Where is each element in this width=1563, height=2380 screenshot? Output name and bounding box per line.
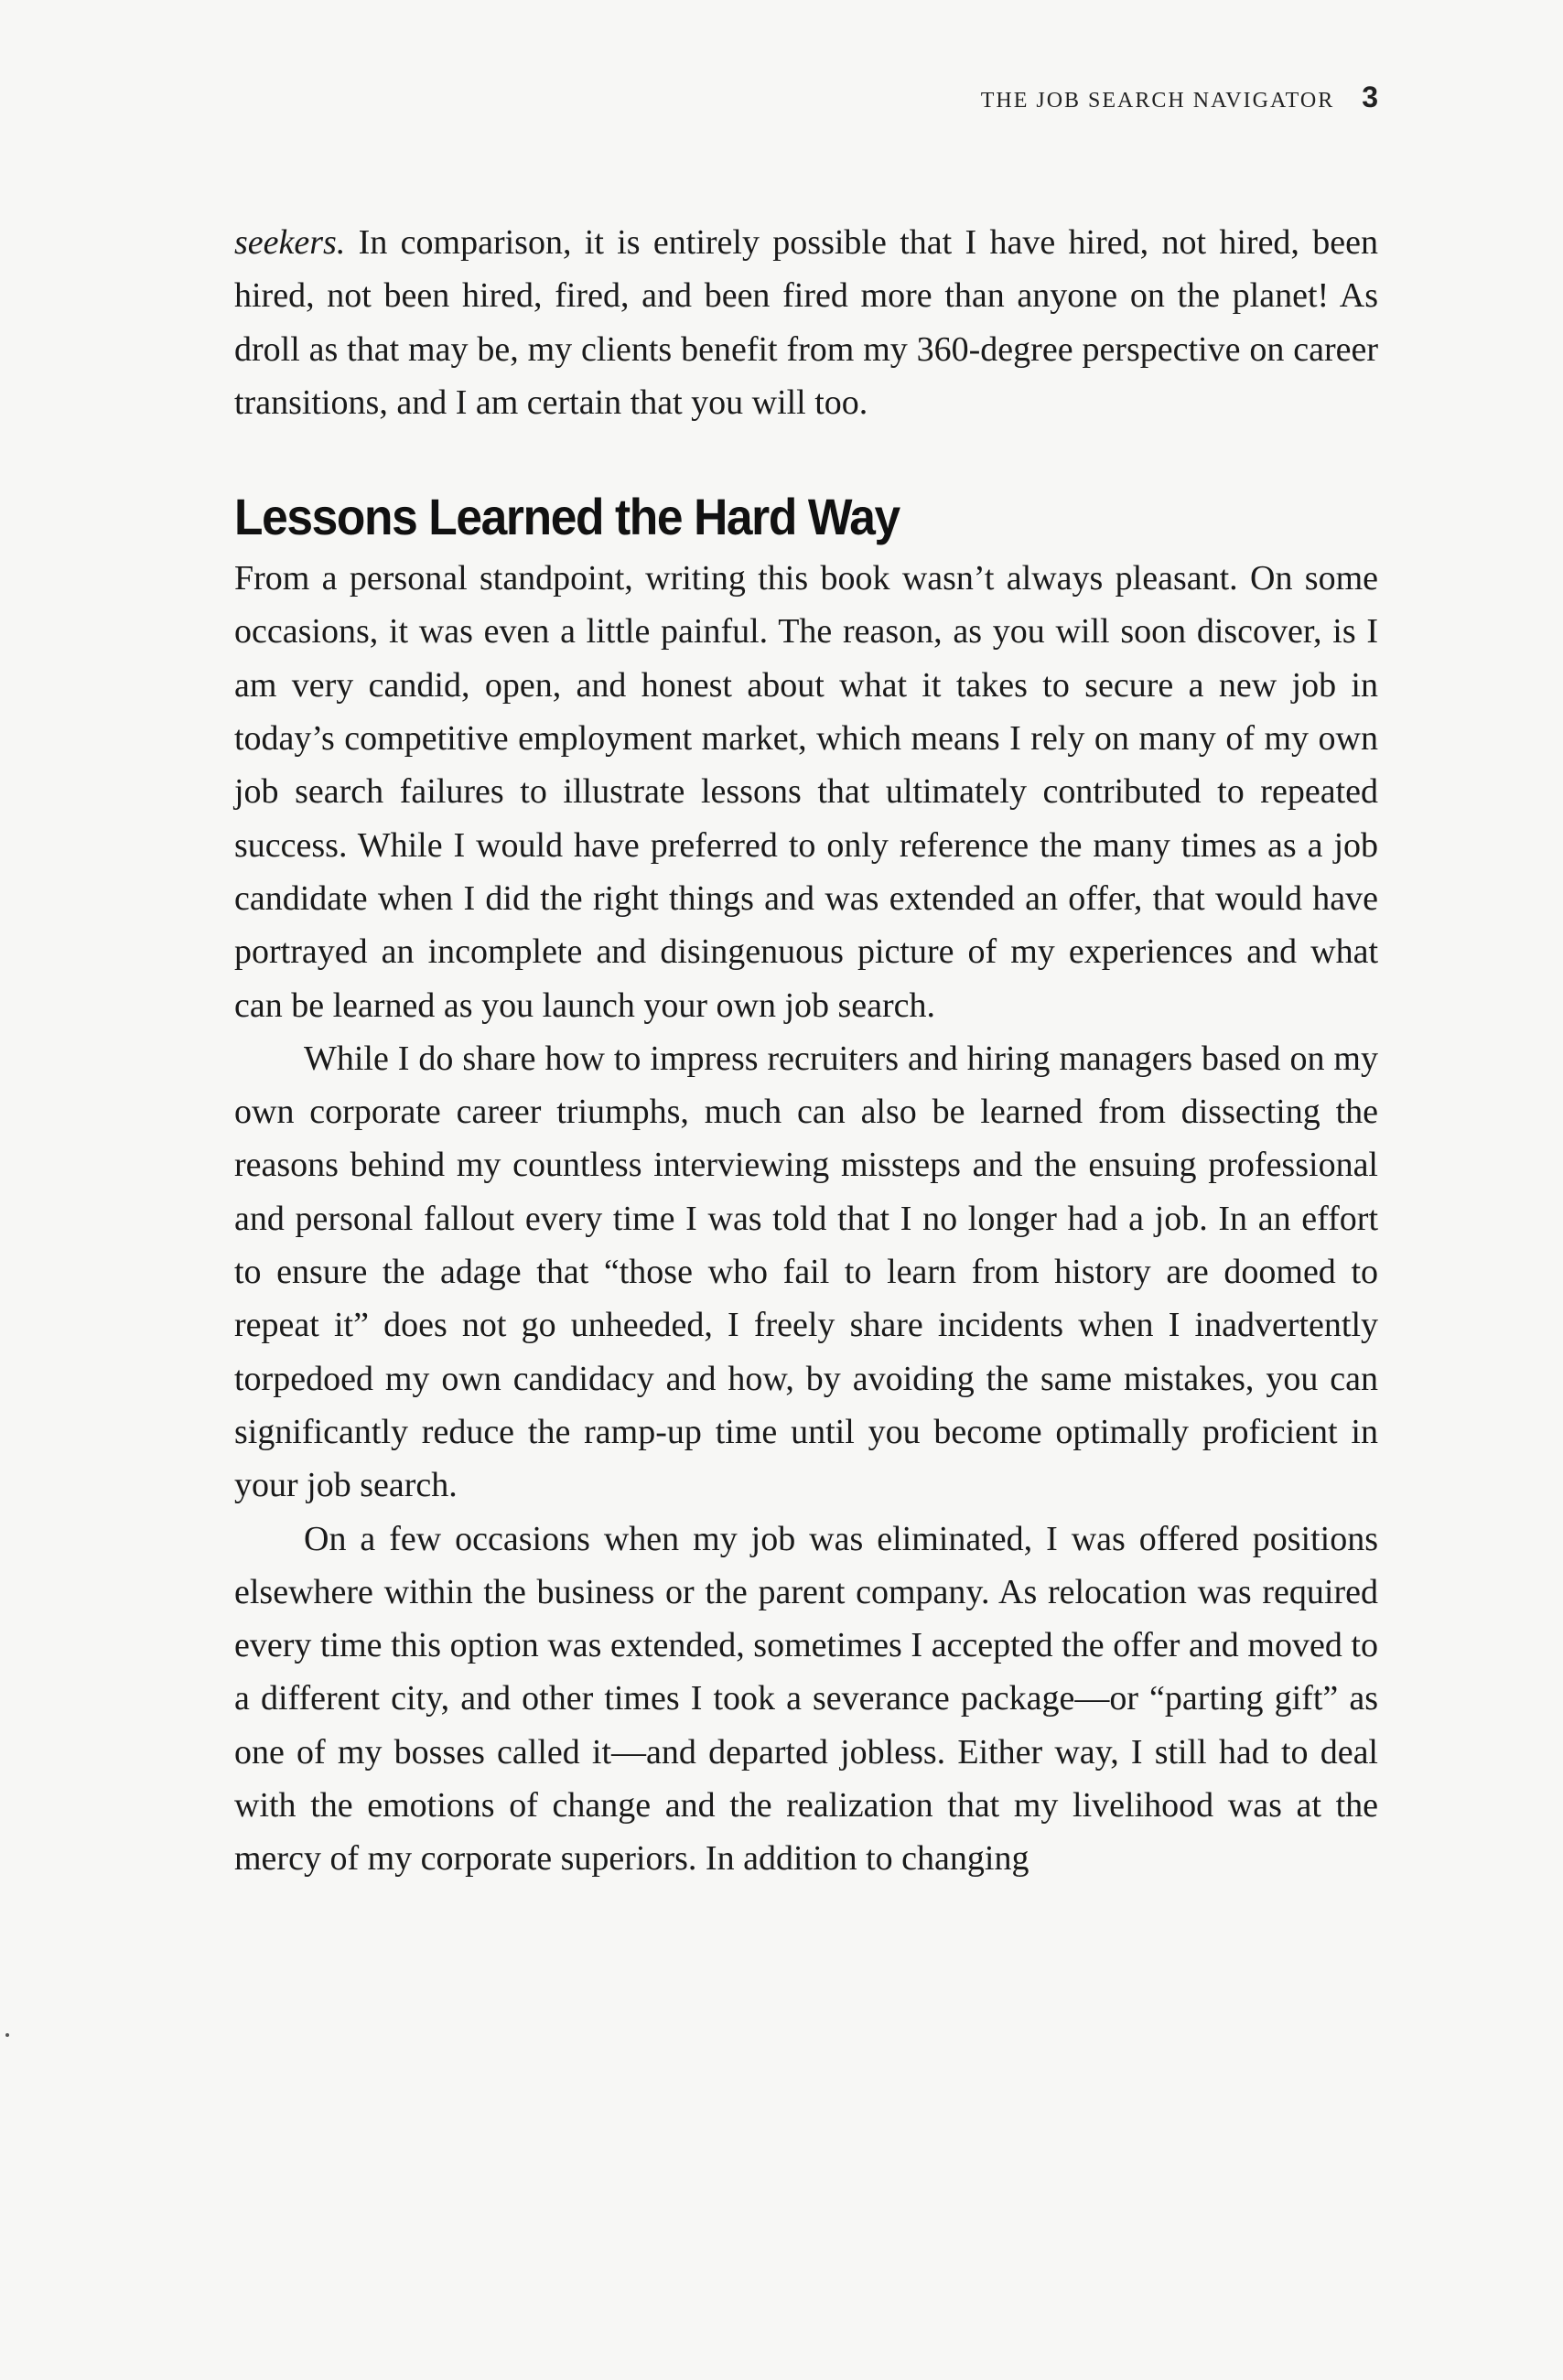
intro-paragraph <box>234 216 1378 429</box>
scan-speck <box>5 2033 9 2037</box>
running-title: THE JOB SEARCH NAVIGATOR <box>980 89 1335 113</box>
intro-lead-word: seekers. <box>234 223 346 262</box>
body-paragraph-2: While I do share how to impress recruiters and hiring managers based on my own corporate career triumphs, much can also be learned from dissecting the reasons behind my countless interviewing missteps and the ensuing professional and personal fallout every time I was told that I no longer had a job. In an effort to ensure the adage that “those who fail to learn from history are doomed to repeat it” does not go unheeded, I freely share incidents when I inadvertently torpedoed my own candidacy and how, by avoiding the same mistakes, you can significantly reduce the ramp-up time until you become optimally proficient in your job search. <box>234 1039 1378 1505</box>
body-paragraph-1: From a personal standpoint, writing this book wasn’t always pleasant. On some occasions, it was even a little painful. The reason, as you will soon discover, is I am very candid, open, and honest about what it takes to secure a new job in today’s competitive employment market, which means I rely on many of my own job search failures to illustrate lessons that ultimately contributed to repeated success. While I would have preferred to only reference the many times as a job candidate when I did the right things and was extended an offer, that would have portrayed an incomplete and disingenuous picture of my experiences and what can be learned as you launch your own job search. <box>234 559 1378 1025</box>
section-heading: Lessons Learned the Hard Way <box>234 488 900 546</box>
page-number: 3 <box>1362 81 1378 113</box>
body-text <box>234 216 1378 1886</box>
intro-paragraph-text: In comparison, it is entirely possible that I have hired, not hired, been hired, not been hired, fired, and been fired more than anyone on the planet! As droll as that may be, my clients benefit from my 360-degree perspective on career transitions, and I am certain that you will too. <box>234 223 1378 422</box>
running-head <box>234 81 1378 114</box>
body-paragraph-3: On a few occasions when my job was eliminated, I was offered positions elsewhere within the business or the parent company. As relocation was required every time this option was extended, sometimes I accepted the offer and moved to a different city, and other times I took a severance package—or “parting gift” as one of my bosses called it—and departed jobless. Either way, I still had to deal with the emotions of change and the realization that my livelihood was at the mercy of my corporate superiors. In addition to changing <box>234 1519 1378 1879</box>
